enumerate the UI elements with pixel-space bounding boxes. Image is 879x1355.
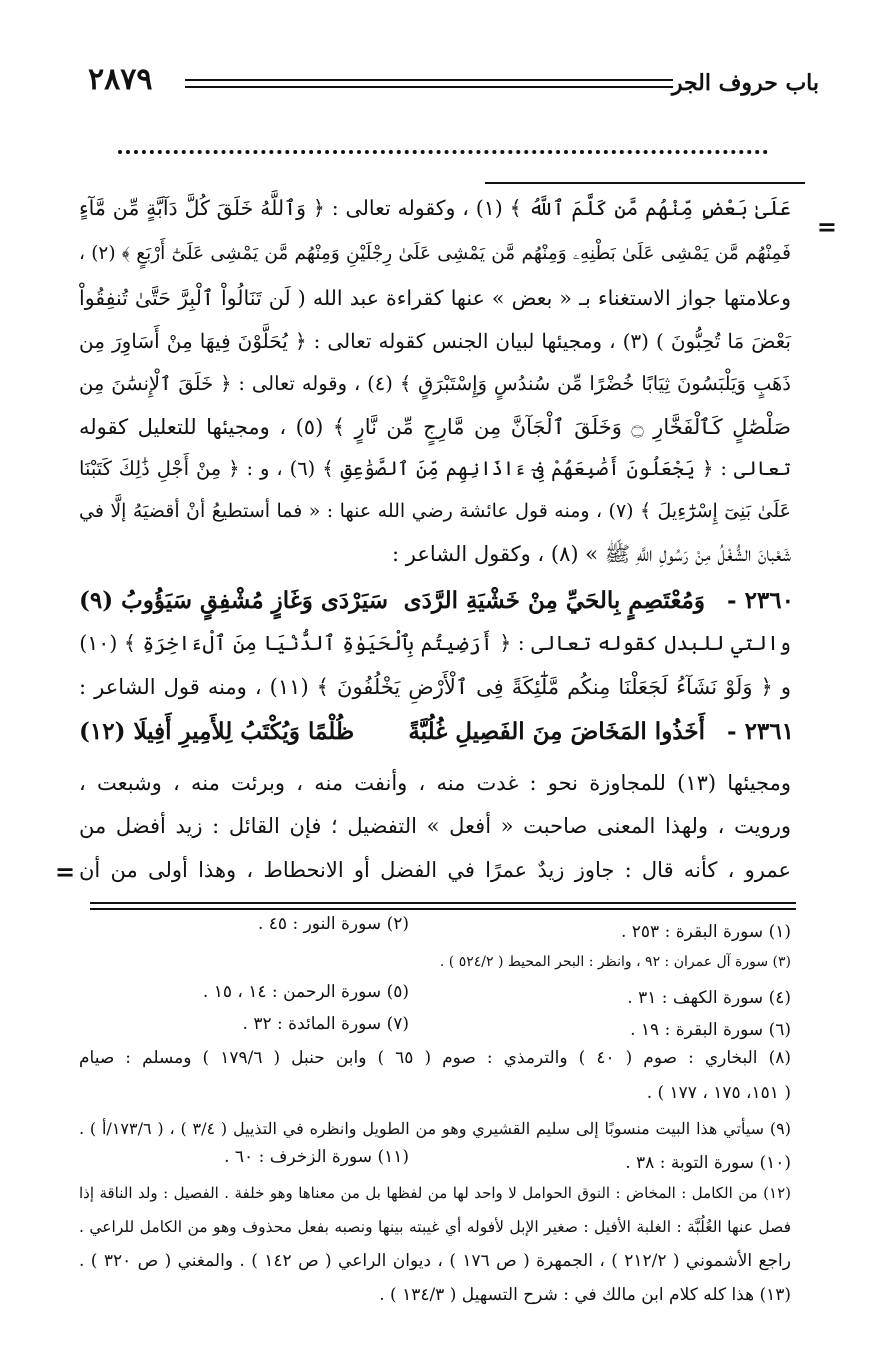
body-line: عَلَىٰ بَعْضٍ مِّنْهُم مَّن كَلَّمَ ٱللَّهُ ﴾ (١) ، وكقوله تعالى : ﴿ وَٱللَّهُ خَلَقَ كُلَّ دَآبَّةٍ مِّن مَّآءٍ: [79, 196, 791, 220]
footnote-8: (٨) البخاري : صوم ( ٤٠ ) والترمذي : صوم ( ٦٥ ) وابن حنبل ( ١٧٩/٦ ) ومسلم : صيام: [79, 1048, 791, 1068]
verse-first-hemistich: أَخَذُوا المَخَاضَ مِنَ الفَصِيلِ غُلُبَّةً: [408, 718, 705, 745]
footnote-2: (٢) سورة النور : ٤٥ .: [257, 914, 409, 934]
footnote-3: (٣) سورة آل عمران : ٩٢ ، وانظر : البحر المحيط ( ٥٢٤/٢ ) .: [439, 954, 791, 970]
footnote-4: (٤) سورة الكهف : ٣١ .: [627, 988, 791, 1008]
verse-first-hemistich: وَمُعْتَصِمٍ بِالحَيِّ مِنْ خَشْيَةِ الرَّدَى: [403, 587, 705, 614]
dotted-divider: [118, 150, 768, 154]
header-rule: [185, 86, 673, 88]
verse-second-hemistich: سَيَرْدَى وَغَازٍ مُشْفِقٍ سَيَؤُوبُ (٩): [79, 587, 389, 614]
footnote-12-cont: فصل عنها الغُلُبَّة : الغلبة الأفيل : صغير الإبل لأفوله أي غيبته بينها ونصبه بفعل محذوف وهو من الكامل للراعي .: [79, 1218, 791, 1236]
footnote-10: (١٠) سورة التوبة : ٣٨ .: [625, 1153, 791, 1173]
body-line: والتي للبدل كقوله تعالى : ﴿ أَرَضِيتُم بِٱلْحَيَوٰةِ ٱلدُّنْيَا مِنَ ٱلْءَاخِرَةِ ﴾ (١٠): [79, 631, 791, 655]
footnote-9: (٩) سيأتي هذا البيت منسوبًا إلى سليم القشيري وهو من الطويل وانظره في التذييل ( ٣/٤ ) ، ( ١٧٣/٦/أ ) .: [79, 1119, 791, 1138]
continuation-mark-end: =: [55, 857, 76, 886]
body-line: عَلَىٰ بَنِىٓ إِسْرَٰٓءِيلَ ﴾ (٧) ، ومنه قول عائشة رضي الله عنها : « فما أستطيعُ أنْ أقضيَهُ إلَّا في: [79, 500, 791, 522]
body-line: فَمِنْهُم مَّن يَمْشِى عَلَىٰ بَطْنِهِۦ وَمِنْهُم مَّن يَمْشِى عَلَىٰ رِجْلَيْنِ وَمِنْهُم مَّن يَمْشِى عَلَىٰٓ أَرْبَعٍ ﴾ (٢) ،: [79, 243, 791, 264]
body-line: و ﴿ وَلَوْ نَشَآءُ لَجَعَلْنَا مِنكُم مَّلَٰٓئِكَةً فِى ٱلْأَرْضِ يَخْلُفُونَ ﴾ (١١) ، ومنه قول الشاعر :: [79, 675, 791, 699]
body-line: وعلامتها جواز الاستغناء بـ « بعض » عنها كقراءة عبد الله ( لَن تَنَالُواْ ٱلْبِرَّ حَتَّىٰ تُنفِقُواْ: [79, 286, 791, 310]
footnote-8-cont: ( ١٥١، ١٧٥ ، ١٧٧ ) .: [646, 1083, 791, 1103]
footnote-rule: [90, 908, 796, 910]
footnote-5: (٥) سورة الرحمن : ١٤ ، ١٥ .: [202, 982, 409, 1002]
footnote-13: (١٣) هذا كله كلام ابن مالك في : شرح التسهيل ( ١٣٤/٣ ) .: [379, 1285, 791, 1305]
footnote-rule: [90, 902, 796, 904]
verse-number: ٢٣٦٠ -: [727, 587, 794, 614]
verse-second-hemistich: ظُلْمًا وَيُكْتَبُ لِلأَمِيرِ أَفِيلَا (١٢): [79, 718, 355, 745]
header-rule: [185, 79, 673, 81]
body-line: تعالى : ﴿ يَجْعَلُونَ أَصَٰبِعَهُمْ فِىٓ ءَاذَانِهِم مِّنَ ٱلصَّوَٰعِقِ ﴾ (٦) ، و : ﴿ مِنْ أَجْلِ ذَٰلِكَ كَتَبْنَا: [79, 457, 791, 480]
page-number: ٢٨٧٩: [88, 62, 153, 97]
footnote-11: (١١) سورة الزخرف : ٦٠ .: [224, 1147, 409, 1167]
verse-2361: [79, 718, 794, 745]
footnote-7: (٧) سورة المائدة : ٣٢ .: [242, 1014, 409, 1034]
verse-number: ٢٣٦١ -: [727, 718, 794, 745]
body-line: ذَهَبٍ وَيَلْبَسُونَ ثِيَابًا خُضْرًا مِّن سُندُسٍ وَإِسْتَبْرَقٍ ﴾ (٤) ، وقوله تعالى : ﴿ خَلَقَ ٱلْإِنسَٰنَ مِن: [79, 372, 791, 395]
body-line: عمرو ، كأنه قال : جاوز زيدٌ عمرًا في الفضل أو الانحطاط ، وهذا أولى من أن: [79, 858, 791, 882]
body-line: بَعْضَ مَا تُحِبُّونَ ) (٣) ، ومجيئها لبيان الجنس كقوله تعالى : ﴿ يُحَلَّوْنَ فِيهَا مِنْ أَسَاوِرَ مِن: [79, 329, 791, 353]
body-line: ومجيئها (١٣) للمجاوزة نحو : غدت منه ، وأنفت منه ، وبرئت منه ، وشبعت ،: [79, 771, 791, 795]
chapter-title: باب حروف الجر: [671, 70, 819, 96]
body-line: صَلْصَٰلٍ كَٱلْفَخَّارِ ۝ وَخَلَقَ ٱلْجَآنَّ مِن مَّارِجٍ مِّن نَّارٍ ﴾ (٥) ، ومجيئها للتعليل كقوله: [79, 415, 791, 439]
footnote-12: (١٢) من الكامل : المخاض : النوق الحوامل لا واحد لها من لفظها بل من معناها وهو خلفة . الفصيل : ولد الناقة إذا: [79, 1184, 791, 1202]
body-line: شَعْبانَ الشُّغْلُ مِنْ رَسُولِ اللَّهِ ﷺ » (٨) ، وكقول الشاعر :: [391, 542, 791, 566]
section-rule: [485, 182, 805, 184]
footnote-1: (١) سورة البقرة : ٢٥٣ .: [620, 922, 791, 942]
body-line: ورويت ، ولهذا المعنى صاحبت « أفعل » التفضيل ؛ فإن القائل : زيد أفضل من: [79, 814, 791, 838]
footnote-12-cont: راجع الأشموني ( ٢١٢/٢ ) ، الجمهرة ( ص ١٧٦ ) ، ديوان الراعي ( ص ١٤٢ ) . والمغني ( ص ٣٢٠ ) .: [79, 1251, 791, 1271]
footnote-6: (٦) سورة البقرة : ١٩ .: [630, 1020, 791, 1040]
continuation-mark: =: [816, 212, 837, 241]
verse-2360: [79, 587, 794, 614]
